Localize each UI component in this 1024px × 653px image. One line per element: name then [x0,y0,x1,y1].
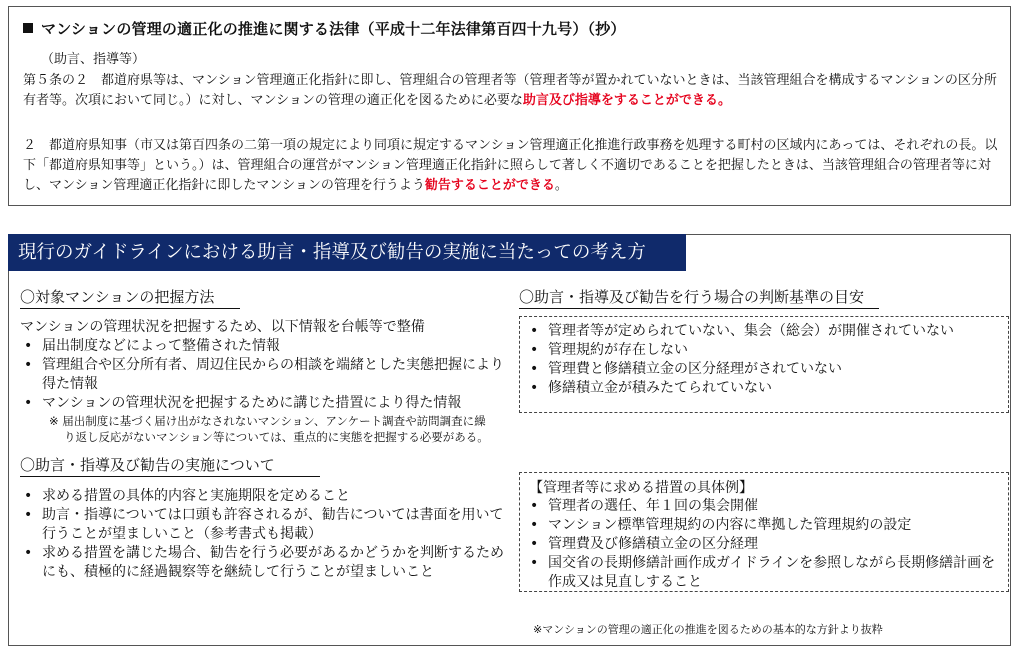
list-item: • 管理費及び修繕積立金の区分経理 [526,535,1002,554]
list-item: • 管理規約が存在しない [526,341,1002,360]
article-emphasis: 助言及び指導をすることができる [522,93,718,108]
measures-title: 【管理者等に求める措置の具体例】 [529,480,753,496]
law-excerpt-box [8,6,1011,206]
footnote: ※マンションの管理の適正化の推進を図るための基本的な方針より抜粋 [533,623,883,636]
paragraph-emphasis: 勧告することができる [424,178,555,193]
list-item: • 管理費と修繕積立金の区分経理がされていない [526,360,1002,379]
list-item: • マンション標準管理規約の内容に準拠した管理規約の設定 [526,516,1002,535]
guideline-banner: 現行のガイドラインにおける助言・指導及び勧告の実施に当たっての考え方 [8,234,686,271]
list-item: • 求める措置を講じた場合、勧告を行う必要があるかどうかを判断するためにも、積極的に経過観察等を継続して行うことが望ましいこと [20,544,506,582]
implementation-list [20,487,506,582]
measures-list [526,497,1002,592]
list-item: • 管理組合や区分所有者、周辺住民からの相談を端緒とした実態把握により得た情報 [20,356,506,394]
square-bullet-icon [23,23,33,33]
heading-underline [519,308,879,309]
heading-criteria: 〇助言・指導及び勧告を行う場合の判断基準の目安 [519,288,865,306]
list-item: • 届出制度などによって整備された情報 [20,337,506,356]
list-item: • 修繕積立金が積みたてられていない [526,379,1002,398]
law-caption: （助言、指導等） [41,52,146,67]
paragraph-label: ２ [23,138,37,153]
implementation-section [20,456,506,582]
note-text: ※ 届出制度に基づく届け出がなされないマンション、アンケート調査や訪問調査に繰り返し反応がないマンション等については、重点的に実態を把握する必要がある。 [49,414,489,444]
law-title-text: マンションの管理の適正化の推進に関する法律（平成十二年法律第百四十九号）（抄） [41,20,626,38]
info-list [20,337,506,413]
criteria-box [519,316,1009,413]
list-item: • 求める措置の具体的内容と実施期限を定めること [20,487,506,506]
heading-target-identification: 〇対象マンションの把握方法 [20,288,215,306]
heading-implementation: 〇助言・指導及び勧告の実施について [20,456,275,474]
law-article-5-2: 第５条の２ 都道府県等は、マンション管理適正化指針に即し、管理組合の管理者等（管理者等が置かれていないときは、当該管理組合を構成するマンションの区分所有者等。次項において同じ。）に対し、マンションの管理の適正化を図るために必要な助言及び指導をすることができる。 [23,73,997,108]
measures-box [519,472,1009,592]
article-text: 都道府県等は、マンション管理適正化指針に即し、管理組合の管理者等（管理者等が置かれていないときは、当該管理組合を構成するマンションの区分所有者等。次項において同じ。）に対し、マンションの管理の適正化を図るために必要な [23,73,997,108]
list-item: • マンションの管理状況を把握するために講じた措置により得た情報 [20,394,506,413]
list-item: • 国交省の長期修繕計画作成ガイドラインを参照しながら長期修繕計画を作成又は見直しすること [526,554,1002,592]
heading-underline [20,308,240,309]
left-column [20,288,506,582]
right-column [519,288,1009,590]
criteria-list [526,322,1002,398]
list-item: • 助言・指導については口頭も許容されるが、勧告については書面を用いて行うことが望ましいこと（参考書式も掲載） [20,506,506,544]
article-label: 第５条の２ [23,73,89,88]
intro-text: マンションの管理状況を把握するため、以下情報を台帳等で整備 [20,319,425,335]
list-item: • 管理者等が定められていない、集会（総会）が開催されていない [526,322,1002,341]
law-title [23,18,626,39]
heading-underline [20,476,320,477]
paragraph-text: 都道府県知事（市又は第百四条の二第一項の規定により同項に規定するマンション管理適正化推進行政事務を処理する町村の区域内にあっては、それぞれの長。以下「都道府県知事等」という。）は、管理組合の運営がマンション管理適正化指針に照らして著しく不適切であることを把握したときは、当該管理組合の管理者等に対し、マンション管理適正化指針に即したマンションの管理を行うよう [23,138,998,193]
list-item: • 管理者の選任、年１回の集会開催 [526,497,1002,516]
law-paragraph-2: ２ 都道府県知事（市又は第百四条の二第一項の規定により同項に規定するマンション管理適正化推進行政事務を処理する町村の区域内にあっては、それぞれの長。以下「都道府県知事等」という。）は、管理組合の運営がマンション管理適正化指針に照らして著しく不適切であることを把握したときは、当該管理組合の管理者等に対し、マンション管理適正化指針に即したマンションの管理を行うよう勧告することができる。 [23,138,998,193]
